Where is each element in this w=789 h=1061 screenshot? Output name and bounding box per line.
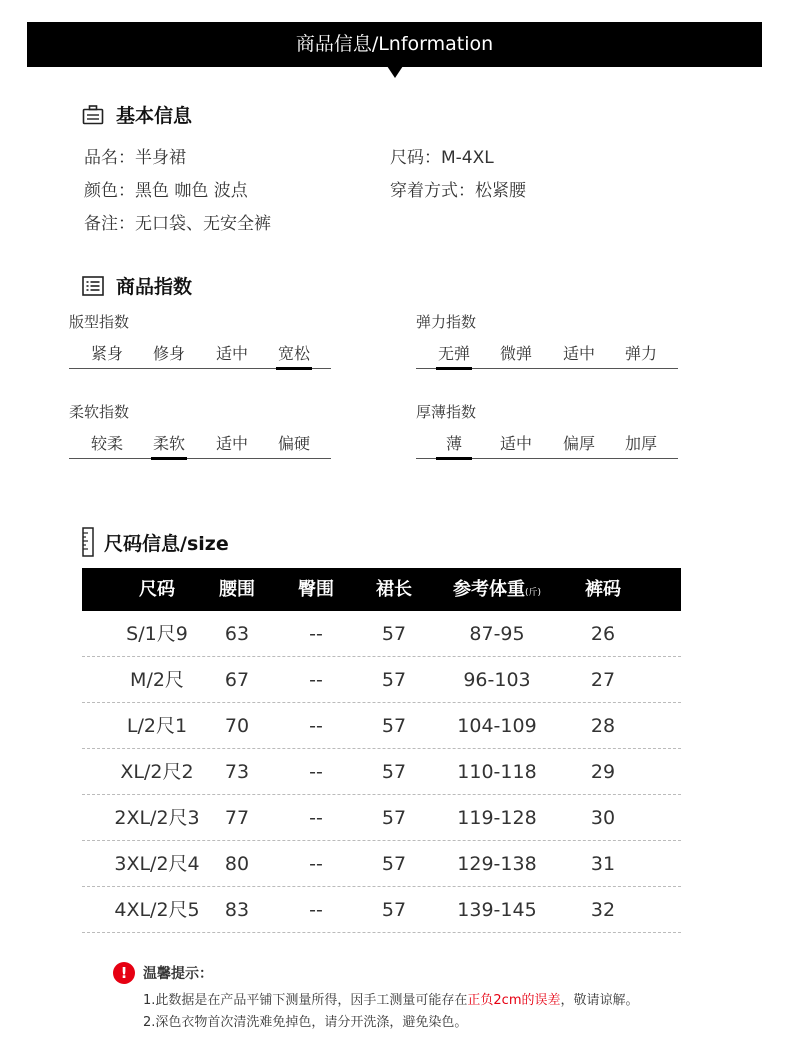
- cell-size: L/2尺1: [126, 715, 188, 737]
- size-info-title: 尺码信息/size: [104, 532, 229, 555]
- cell-waist: 63: [224, 623, 250, 645]
- cell-waist: 83: [224, 899, 250, 921]
- briefcase-icon: [82, 105, 104, 125]
- table-row: [82, 749, 681, 795]
- tip-line-2: 2.深色衣物首次清洗难免掉色，请分开洗涤，避免染色。: [143, 1015, 468, 1030]
- banner-arrow: [387, 66, 403, 78]
- product-note: 备注：无口袋、无安全裤: [84, 214, 271, 234]
- cell-waist: 70: [224, 715, 250, 737]
- table-row: [82, 841, 681, 887]
- warning-icon: !: [113, 962, 135, 984]
- selected-marker: [436, 457, 472, 460]
- scale-option-selected: 柔软: [144, 431, 194, 454]
- fit-index-options: [69, 341, 331, 369]
- scale-option-selected: 宽松: [269, 341, 319, 364]
- col-header-waist: 腰围: [219, 579, 255, 600]
- cell-pants-size: 28: [590, 715, 616, 737]
- cell-weight: 139-145: [457, 899, 537, 921]
- table-row: [82, 795, 681, 841]
- cell-hip: --: [309, 669, 323, 691]
- weight-unit: (斤): [524, 588, 542, 598]
- size-table-header: [82, 568, 681, 611]
- cell-weight: 129-138: [457, 853, 537, 875]
- col-header-hip: 臀围: [298, 579, 334, 600]
- index-title: 商品指数: [116, 276, 193, 298]
- table-row: [82, 657, 681, 703]
- softness-index-title: 柔软指数: [69, 403, 130, 421]
- selected-marker: [436, 367, 472, 370]
- cell-pants-size: 31: [590, 853, 616, 875]
- cell-size: M/2尺: [130, 669, 184, 691]
- cell-weight: 110-118: [457, 761, 537, 783]
- scale-option: 适中: [215, 434, 248, 453]
- cell-hip: --: [309, 761, 323, 783]
- cell-size: S/1尺9: [126, 623, 188, 645]
- cell-hip: --: [309, 807, 323, 829]
- cell-pants-size: 30: [590, 807, 616, 829]
- cell-length: 57: [381, 715, 407, 737]
- product-colors: 颜色：黑色 咖色 波点: [84, 181, 248, 201]
- scale-option: 微弹: [499, 344, 532, 363]
- product-size-range: 尺码：M-4XL: [390, 148, 494, 168]
- ruler-icon: [82, 527, 94, 557]
- thickness-index-title: 厚薄指数: [416, 403, 477, 421]
- list-icon: [82, 276, 104, 296]
- scale-option: 较柔: [90, 434, 123, 453]
- scale-option: 弹力: [624, 344, 657, 363]
- cell-weight: 119-128: [457, 807, 537, 829]
- basic-info-title: 基本信息: [116, 105, 193, 127]
- cell-size: XL/2尺2: [120, 761, 194, 783]
- scale-option: 偏厚: [562, 434, 595, 453]
- cell-length: 57: [381, 899, 407, 921]
- cell-length: 57: [381, 761, 407, 783]
- table-row: [82, 703, 681, 749]
- tips-title: 温馨提示：: [143, 966, 213, 982]
- scale-option: 适中: [215, 344, 248, 363]
- selected-marker: [151, 457, 187, 460]
- cell-hip: --: [309, 715, 323, 737]
- cell-waist: 80: [224, 853, 250, 875]
- thickness-index-options: [416, 431, 678, 459]
- selected-marker: [276, 367, 312, 370]
- scale-option-selected: 薄: [429, 431, 479, 454]
- scale-option: 适中: [562, 344, 595, 363]
- index-heading: [82, 272, 192, 299]
- product-wear-style: 穿着方式：松紧腰: [390, 181, 526, 201]
- cell-size: 2XL/2尺3: [114, 807, 200, 829]
- cell-length: 57: [381, 669, 407, 691]
- scale-option: 紧身: [90, 344, 123, 363]
- scale-option: 加厚: [624, 434, 657, 453]
- cell-length: 57: [381, 853, 407, 875]
- elasticity-index-options: [416, 341, 678, 369]
- cell-length: 57: [381, 623, 407, 645]
- cell-hip: --: [309, 853, 323, 875]
- tip-line-1: 1.此数据是在产品平铺下测量所得，因手工测量可能存在正负2cm的误差，敬请谅解。: [143, 993, 639, 1008]
- softness-index-options: [69, 431, 331, 459]
- cell-hip: --: [309, 623, 323, 645]
- col-header-weight: 参考体重(斤): [452, 579, 542, 600]
- cell-waist: 77: [224, 807, 250, 829]
- fit-index-title: 版型指数: [69, 313, 130, 331]
- col-header-size: 尺码: [139, 579, 175, 600]
- col-header-pants-size: 裤码: [585, 579, 621, 600]
- cell-weight: 87-95: [469, 623, 525, 645]
- scale-option-selected: 无弹: [429, 341, 479, 364]
- cell-size: 4XL/2尺5: [114, 899, 200, 921]
- basic-info-heading: [82, 101, 192, 128]
- table-row: [82, 887, 681, 933]
- size-info-heading: [82, 527, 229, 557]
- table-row: [82, 611, 681, 657]
- cell-pants-size: 32: [590, 899, 616, 921]
- cell-waist: 67: [224, 669, 250, 691]
- elasticity-index-title: 弹力指数: [416, 313, 477, 331]
- cell-pants-size: 29: [590, 761, 616, 783]
- section-banner: [27, 22, 762, 67]
- cell-waist: 73: [224, 761, 250, 783]
- banner-title: 商品信息/Lnformation: [295, 33, 494, 55]
- cell-pants-size: 26: [590, 623, 616, 645]
- cell-length: 57: [381, 807, 407, 829]
- scale-option: 适中: [499, 434, 532, 453]
- cell-weight: 96-103: [463, 669, 531, 691]
- product-name: 品名：半身裙: [84, 148, 186, 168]
- cell-hip: --: [309, 899, 323, 921]
- scale-option: 修身: [152, 344, 185, 363]
- cell-weight: 104-109: [457, 715, 537, 737]
- scale-option: 偏硬: [277, 434, 310, 453]
- col-header-length: 裙长: [376, 579, 412, 600]
- cell-pants-size: 27: [590, 669, 616, 691]
- tip-highlight: 正负2cm的误差: [467, 993, 561, 1008]
- cell-size: 3XL/2尺4: [114, 853, 200, 875]
